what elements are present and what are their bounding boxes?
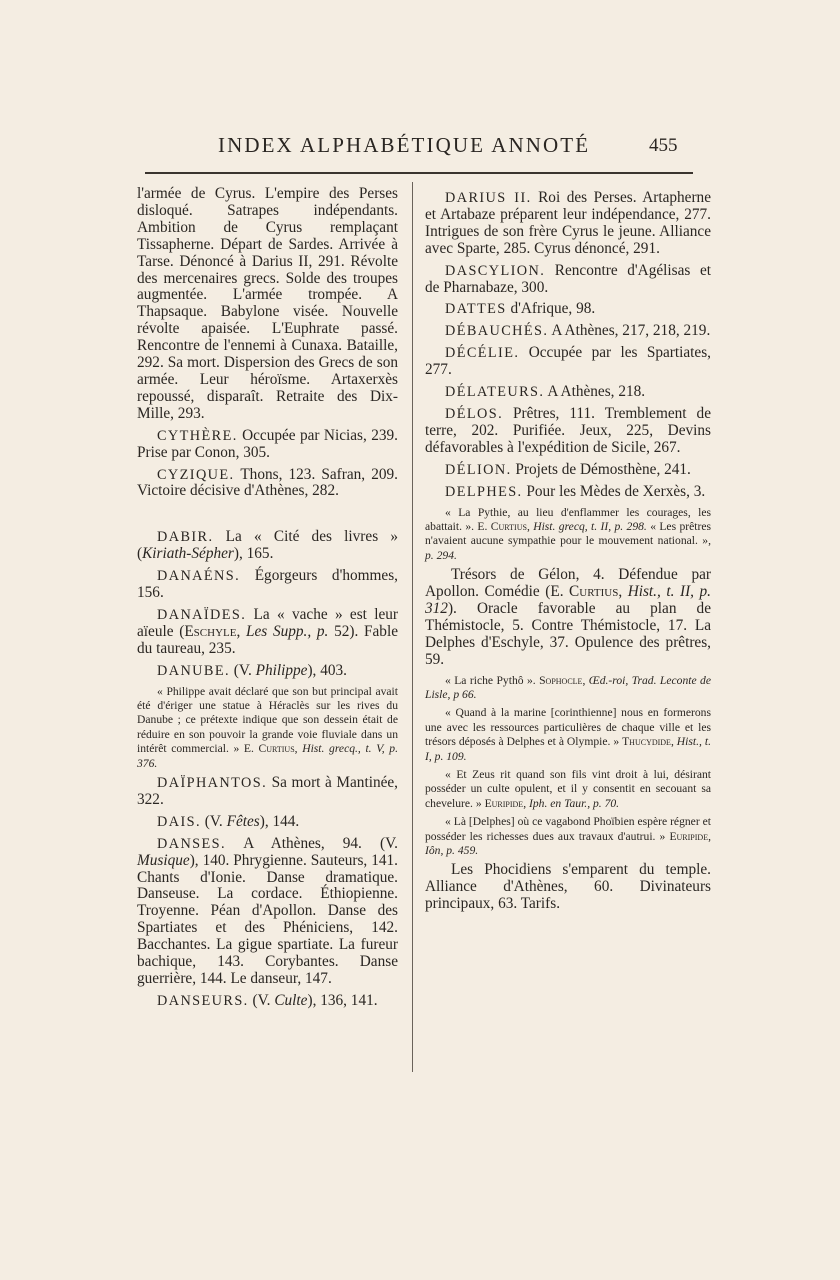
entry-text: (V. xyxy=(229,661,256,679)
entry-cyrus-continued xyxy=(137,186,398,423)
entry-text: Roi des Perses. Artapherne et Artabaze préparent leur indépendance, 277. Intrigues de son frère Cyrus le jeune. Alliance avec Sparte, 285. Cyrus dénoncé, 291. xyxy=(425,189,711,257)
entry-text: ), 165. xyxy=(233,545,274,563)
right-column xyxy=(425,190,711,918)
author-name: Euripide xyxy=(484,796,524,810)
headword: DÉLION. xyxy=(445,461,512,478)
headword: DAÏPHANTOS. xyxy=(157,775,268,791)
entry-text: (V. xyxy=(200,812,227,830)
entry-text: Égorgeurs d'hommes, 156. xyxy=(137,567,398,602)
entry-dais xyxy=(137,814,398,831)
entry-danseurs xyxy=(137,993,398,1010)
entry-dattes xyxy=(425,301,711,318)
headword: DÉLOS. xyxy=(445,405,504,422)
entry-italic: Kiriath-Sépher xyxy=(142,545,234,563)
note-citation: Hist. grecq, t. II, p. 298. xyxy=(533,519,647,533)
note-euripide-ion xyxy=(425,815,711,858)
note-text: « Les prêtres n'avaient aucune sympathie pour le mouvement national. », xyxy=(425,519,711,548)
entry-text: 52). Fable du taureau, 235. xyxy=(137,622,398,657)
note-text: , xyxy=(708,829,711,843)
entry-text: Sa mort à Mantinée, 322. xyxy=(137,774,398,808)
entry-text: Projets de Démosthène, 241. xyxy=(511,460,691,478)
headword: DANAÏDES. xyxy=(157,606,247,623)
entry-text: La « vache » est leur aïeule ( xyxy=(137,605,398,640)
author-name: Euripide xyxy=(669,829,709,843)
entry-text: Pour les Mèdes de Xerxès, 3. xyxy=(522,482,706,500)
entry-text: Trésors de Gélon, 4. Défendue par Apollon. Comédie (E. xyxy=(425,566,711,601)
note-text: « Philippe avait déclaré que son but principal avait été d'ériger une statue à Héraclès sur les rives du Danube ; ce prétexte indique que son dessein était de réduire en son pouvoir la grande voie fluviale dans un intérêt commercial. » E. xyxy=(137,684,398,756)
headword: DANAÉNS. xyxy=(157,568,241,585)
entry-italic: Fêtes xyxy=(226,812,260,830)
entry-italic: Les Supp., p. xyxy=(245,622,329,640)
entry-text: ), 144. xyxy=(259,812,300,830)
note-citation: Iôn, p. 459. xyxy=(425,844,479,858)
note-sophocle xyxy=(425,674,711,703)
entry-text: A Athènes, 94. (V. xyxy=(225,834,398,852)
left-column xyxy=(137,186,398,1015)
entry-daiphantos xyxy=(137,775,398,809)
entry-italic: Musique xyxy=(137,851,190,869)
note-text: « Là [Delphes] où ce vagabond Phoïbien espère régner et posséder les richesses dues aux travaux d'autrui. » xyxy=(425,815,711,843)
entry-text: (V. xyxy=(248,991,275,1009)
author-name: Curtius xyxy=(569,583,619,601)
headword: DARIUS II. xyxy=(445,190,532,206)
headword: DABIR. xyxy=(157,529,214,546)
note-text: , xyxy=(582,673,589,687)
author-name: Curtius xyxy=(490,519,527,533)
entry-text: , xyxy=(618,583,628,601)
entry-italic: Culte xyxy=(274,991,308,1009)
headword: DANSEURS. xyxy=(157,992,249,1009)
entry-dascylion xyxy=(425,263,711,297)
entry-text: La « Cité des livres » ( xyxy=(137,528,398,563)
author-name: Eschyle xyxy=(184,622,237,640)
headword: DÉBAUCHÉS. xyxy=(445,323,549,340)
author-name: Thucydide xyxy=(622,735,671,749)
note-citation: Œd.-roi, Trad. Leconte de Lisle, p 66. xyxy=(425,673,711,701)
entry-italic: Hist., t. II, p. 312 xyxy=(425,583,711,617)
entry-text: ), 140. Phrygienne. Sauteurs, 141. Chants d'Ionie. Danse dramatique. Danseuse. La cordace. Éthiopienne. Troyenne. Péan d'Apollon. Danse des Spartiates et des Phéniciens, 142. Bacchantes. La gigue spartiate. La fureur bachique, 143. Corybantes. Danse guerrière, 144. Le danseur, 147. xyxy=(137,851,398,987)
entry-text: Thons, 123. Safran, 209. Victoire décisive d'Athènes, 282. xyxy=(137,465,398,500)
entry-tresors xyxy=(425,567,711,668)
entry-text: ), 136, 141. xyxy=(307,991,378,1009)
note-thucydide xyxy=(425,706,711,764)
column-divider xyxy=(412,182,413,1072)
entry-danaens xyxy=(137,568,398,602)
note-euripide-iph xyxy=(425,768,711,811)
entry-text: d'Afrique, 98. xyxy=(506,300,596,318)
note-citation: Hist., t. I, p. 109. xyxy=(425,735,711,763)
note-text: , xyxy=(294,742,303,756)
entry-danube xyxy=(137,663,398,680)
entry-danses xyxy=(137,836,398,988)
entry-text: Les Phocidiens s'emparent du temple. Alliance d'Athènes, 60. Divinateurs principaux, 63. Tarifs. xyxy=(425,861,711,913)
entry-cythere xyxy=(137,428,398,462)
entry-text: , xyxy=(236,622,246,640)
note-text: « Quand à la marine [corinthienne] nous en formerons une avec les ressources particulières de chaque ville et les trésors déposés à Delphes et à Olympie. » xyxy=(425,706,711,749)
entry-delateurs xyxy=(425,384,711,401)
entry-italic: Philippe xyxy=(255,661,308,679)
headword: DELPHES. xyxy=(445,483,523,500)
headword: DÉCÉLIE. xyxy=(445,345,520,362)
entry-text: Prêtres, 111. Tremblement de terre, 202. Purifiée. Jeux, 225, Devins défavorables à l'expédition de Sicile, 267. xyxy=(425,404,711,456)
note-citation: Iph. en Taur., p. 70. xyxy=(529,796,620,810)
section-gap xyxy=(137,505,398,529)
entry-text: A Athènes, 217, 218, 219. xyxy=(548,322,711,340)
headword: CYZIQUE. xyxy=(157,466,235,483)
headword: DÉLATEURS. xyxy=(445,384,545,401)
entry-text: Occupée par les Spartiates, 277. xyxy=(425,344,711,379)
headword: DANSES. xyxy=(157,835,226,852)
note-text: « La Pythie, au lieu d'enflammer les courages, les abattait. ». E. xyxy=(425,505,711,533)
headword: DASCYLION. xyxy=(445,262,546,279)
note-citation: p. 294. xyxy=(425,548,457,562)
entry-delos xyxy=(425,406,711,457)
headword: CYTHÈRE. xyxy=(157,427,238,444)
note-text: « La riche Pythô ». xyxy=(445,673,540,687)
note-citation: Hist. grecq., t. V, p. 376. xyxy=(137,742,398,770)
headword: DANUBE. xyxy=(157,662,230,679)
entry-debauches xyxy=(425,323,711,340)
entry-text: Rencontre d'Agélisas et de Pharnabaze, 300. xyxy=(425,261,711,296)
header-rule xyxy=(145,172,693,174)
entry-cyzique xyxy=(137,467,398,501)
entry-danaides xyxy=(137,607,398,658)
note-text: « Et Zeus rit quand son fils vint droit à lui, désirant posséder un culte opulent, et il y consentit en secouant sa chevelure. » xyxy=(425,768,711,810)
entry-text: ). Oracle favorable au plan de Thémistocle, 5. Contre Thémistocle, 17. La Delphes d'Eschyle, 37. Opulence des prêtres, 59. xyxy=(425,599,711,668)
entry-dabir xyxy=(137,529,398,563)
entry-decelie xyxy=(425,345,711,379)
entry-text: Occupée par Nicias, 239. Prise par Conon, 305. xyxy=(137,426,398,461)
page-number: 455 xyxy=(649,135,678,156)
note-text: , xyxy=(670,735,677,749)
author-name: Sophocle xyxy=(539,673,583,687)
note-delphes-pythie xyxy=(425,506,711,564)
note-text: , xyxy=(526,519,534,533)
entry-delion xyxy=(425,462,711,479)
entry-phocidiens xyxy=(425,862,711,913)
headword: DATTES xyxy=(445,301,507,318)
entry-text: A Athènes, 218. xyxy=(544,383,646,401)
headword: DAIS. xyxy=(157,813,201,830)
entry-darius xyxy=(425,190,711,258)
note-danube xyxy=(137,685,398,771)
author-name: Curtius xyxy=(258,742,295,756)
entry-text: l'armée de Cyrus. L'empire des Perses disloqué. Satrapes indépendants. Ambition de Cyrus remplaçant Tissapherne. Départ de Sardes. Arrivée à Tarse. Dénoncé à Darius II, 291. Révolte des mercenaires grecs. Solde des troupes augmentée. L'armée trompée. A Thapsaque. Babylone visée. Nouvelle révolte apaisée. L'Euphrate passé. Rencontre de l'ennemi à Cunaxa. Bataille, 292. Sa mort. Dispersion des Grecs de son armée. Leur héroïsme. Artaxerxès repoussé, disparaît. Retraite des Dix-Mille, 293. xyxy=(137,185,398,422)
note-text: , xyxy=(523,796,529,810)
entry-text: ), 403. xyxy=(307,661,347,679)
entry-delphes xyxy=(425,484,711,501)
running-header-title: INDEX ALPHABÉTIQUE ANNOTÉ xyxy=(218,133,591,157)
